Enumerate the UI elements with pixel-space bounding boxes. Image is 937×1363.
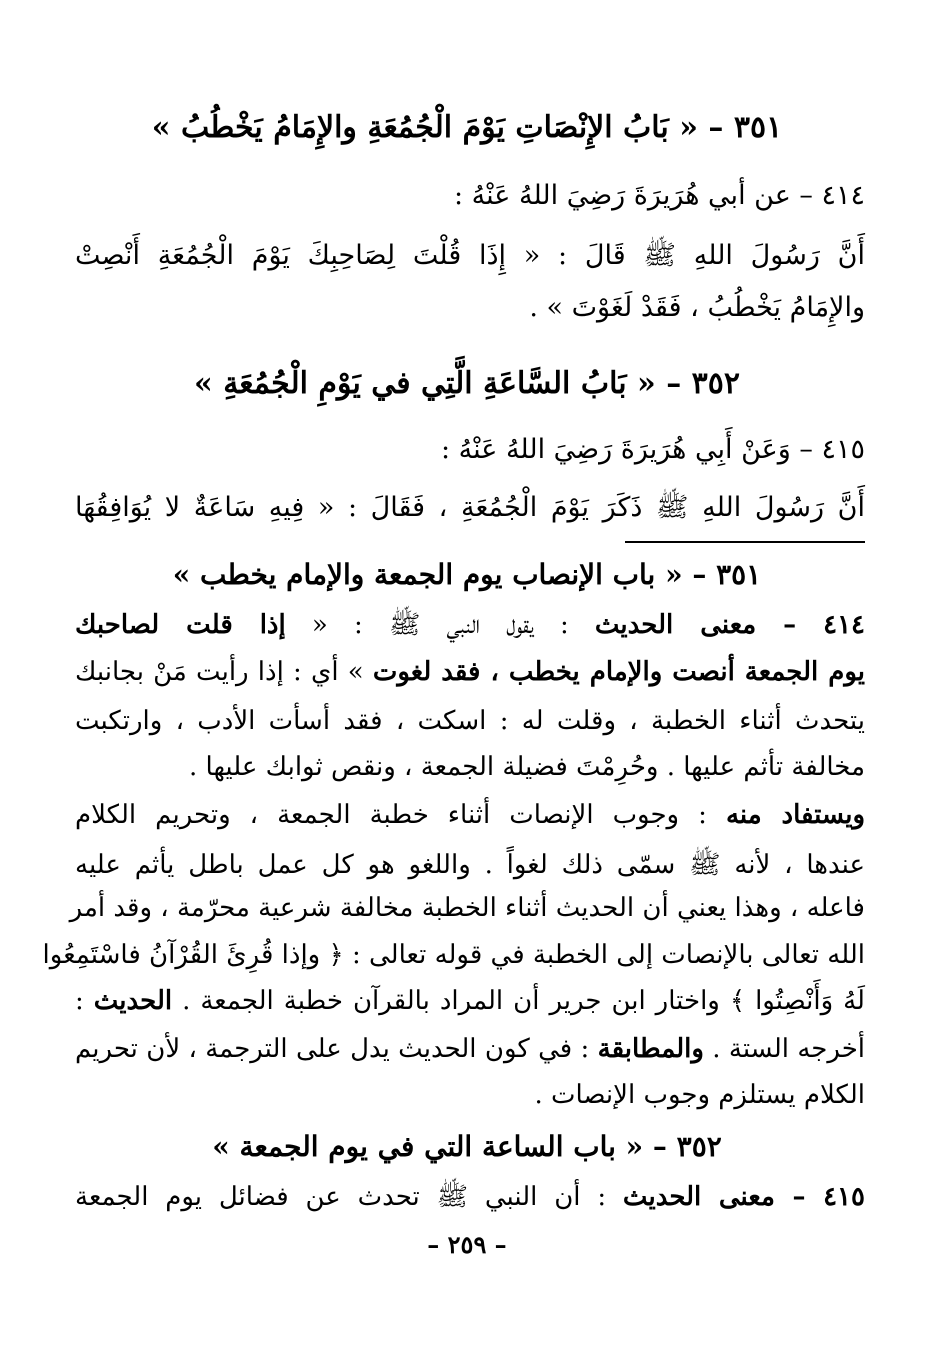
commentary-benefit-line-3: فاعله ، وهذا يعني أن الحديث أثناء الخطبة مخالفة شرعية محرّمة ، وقد أمر	[69, 893, 865, 923]
commentary-415-text: : أن النبي ﷺ تحدث عن فضائل يوم الجمعة	[75, 1182, 623, 1212]
commentary-quran-ref: لَهُ وَأَنْصِتُوا ﴾ واختار ابن جرير أن المراد بالقرآن خطبة الجمعة .	[172, 986, 865, 1016]
hadith-414-text-line-2: والإِمَامُ يَخْطُبُ ، فَقَدْ لَغَوْتَ » .	[529, 292, 865, 323]
commentary-414-intro: : يقول النبي ﷺ : «	[285, 610, 595, 640]
commentary-benefit-line-4: الله تعالى بالإنصات إلى الخطبة في قوله تعالى : ﴿ وإذا قُرِئَ القُرْآنُ فاسْتَمِعُوا	[42, 940, 865, 970]
commentary-414-quote-end: يوم الجمعة أنصت والإمام يخطب ، فقد لغوت	[372, 657, 865, 687]
commentary-414-label: ٤١٤ – معنى الحديث	[594, 610, 866, 640]
commentary-415-label: ٤١٥ – معنى الحديث	[622, 1182, 865, 1212]
commentary-correspondence-text: : في كون الحديث يدل على الترجمة ، لأن تحريم	[75, 1034, 598, 1064]
hadith-414-text-line-1: أَنَّ رَسُولَ اللهِ ﷺ قَالَ : « إِذَا قُلْتَ لِصَاحِبِكَ يَوْمَ الْجُمُعَةِ أَنْصِتْ	[75, 240, 865, 271]
commentary-benefit-line-6	[75, 1034, 865, 1064]
chapter-heading-352: ٣٥٢ – « بَابُ السَّاعَةِ الَّتِي في يَوْمِ الْجُمُعَةِ »	[194, 366, 740, 401]
commentary-benefit-text: : وجوب الإنصات أثناء خطبة الجمعة ، وتحريم الكلام	[75, 800, 726, 830]
chapter-heading-351: ٣٥١ – « بَابُ الإِنْصَاتِ يَوْمَ الْجُمُعَةِ والإِمَامُ يَخْطُبُ »	[151, 110, 783, 145]
hadith-415-text-line-1: أَنَّ رَسُولَ اللهِ ﷺ ذَكَرَ يَوْمَ الْجُمُعَةِ ، فَقَالَ : « فِيهِ سَاعَةٌ لا يُوَافِقُهَا	[75, 492, 865, 523]
hadith-414-narrator: ٤١٤ – عن أبي هُرَيرَةَ رَضِيَ اللهُ عَنْهُ :	[454, 180, 865, 211]
commentary-414-explain: » أي : إذا رأيت مَنْ بجانبك	[75, 657, 373, 687]
hadith-415-narrator: ٤١٥ – وَعَنْ أَبِي هُرَيرَةَ رَضِيَ اللهُ عَنْهُ :	[440, 434, 865, 465]
commentary-benefit-line-7: الكلام يستلزم وجوب الإنصات .	[534, 1080, 865, 1110]
commentary-414-line-1	[75, 608, 865, 646]
commentary-heading-351: ٣٥١ – « باب الإنصاب يوم الجمعة والإمام يخطب »	[172, 558, 762, 591]
commentary-414-quote-start: إذا قلت لصاحبك	[75, 610, 286, 640]
commentary-414-line-2	[75, 657, 865, 687]
commentary-heading-352: ٣٥٢ – « باب الساعة التي في يوم الجمعة »	[212, 1130, 722, 1163]
commentary-415-line-1	[75, 1180, 865, 1218]
commentary-414-line-3: يتحدث أثناء الخطبة ، وقلت له : اسكت ، فقد أسأت الأدب ، وارتكبت	[75, 706, 865, 736]
footnote-divider	[625, 541, 865, 543]
commentary-benefit-line-1	[75, 800, 865, 830]
commentary-colon: :	[75, 986, 94, 1016]
page-number: – ٢٥٩ –	[427, 1230, 507, 1259]
commentary-benefit-line-5	[75, 986, 865, 1016]
commentary-source: أخرجه الستة .	[703, 1034, 866, 1064]
commentary-benefit-line-2: عندها ، لأنه ﷺ سمّى ذلك لغواً . واللغو هو كل عمل باطل يأثم عليه	[75, 850, 865, 880]
commentary-hadith-label: الحديث	[93, 986, 173, 1016]
commentary-correspondence-label: والمطابقة	[597, 1034, 704, 1064]
commentary-benefit-label: ويستفاد منه	[725, 800, 865, 830]
commentary-414-line-4: مخالفة تأثم عليها . وحُرِمْتَ فضيلة الجمعة ، ونقص ثوابك عليها .	[189, 752, 865, 782]
